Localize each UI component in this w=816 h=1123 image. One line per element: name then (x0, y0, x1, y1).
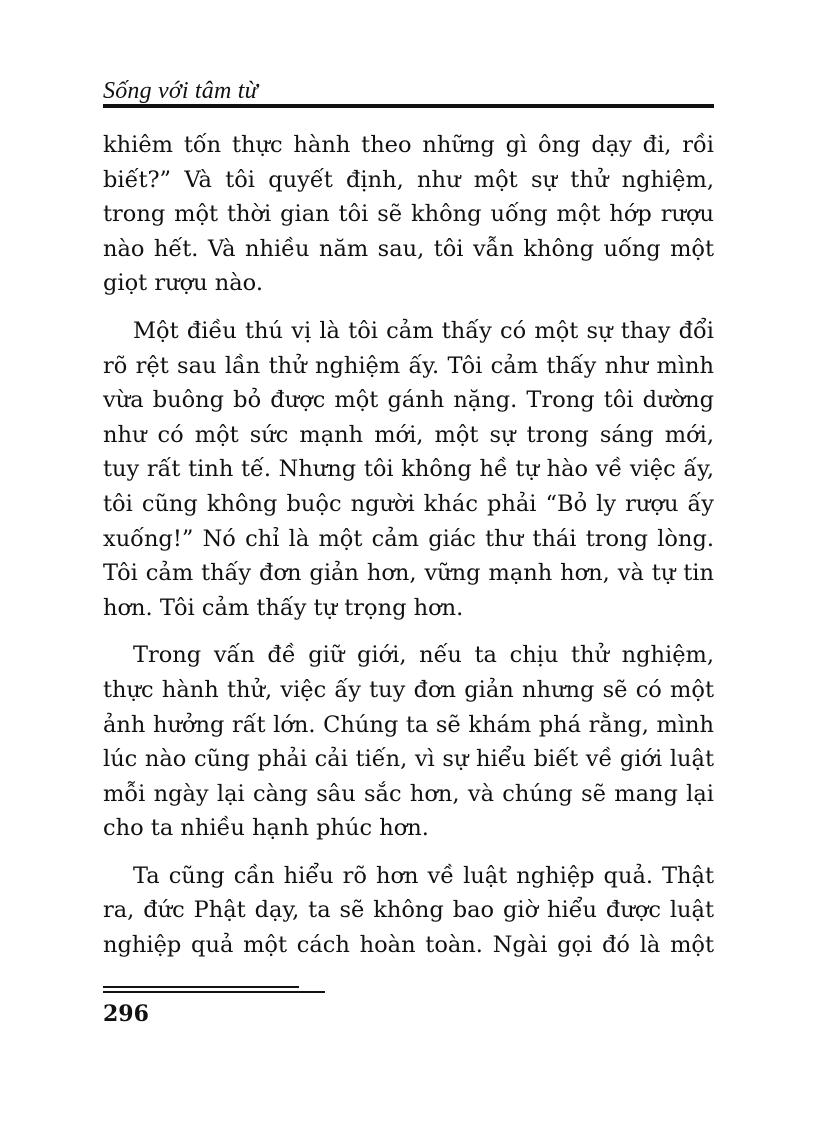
body-text (103, 128, 714, 963)
footer-rule-top (103, 986, 299, 988)
paragraph-2: Một điều thú vị là tôi cảm thấy có một sự thay đổi rõ rệt sau lần thử nghiệm ấy. Tôi cảm thấy như mình vừa buông bỏ được một gánh nặng. Trong tôi dường như có một sức mạnh mới, một sự trong sáng mới, tuy rất tinh tế. Nhưng tôi không hề tự hào về việc ấy, tôi cũng không buộc người khác phải “Bỏ ly rượu ấy xuống!” Nó chỉ là một cảm giác thư thái trong lòng. Tôi cảm thấy đơn giản hơn, vững mạnh hơn, và tự tin hơn. Tôi cảm thấy tự trọng hơn. (103, 317, 714, 621)
page-number: 296 (103, 1001, 149, 1027)
paragraph-1: khiêm tốn thực hành theo những gì ông dạy đi, rồi biết?” Và tôi quyết định, như một sự thử nghiệm, trong một thời gian tôi sẽ không uống một hớp rượu nào hết. Và nhiều năm sau, tôi vẫn không uống một giọt rượu nào. (103, 132, 714, 297)
footer-rule-bottom (103, 991, 325, 993)
paragraph-4: Ta cũng cần hiểu rõ hơn về luật nghiệp quả. Thật ra, đức Phật dạy, ta sẽ không bao giờ hiểu được luật nghiệp quả một cách hoàn toàn. Ngài gọi đó là một (103, 862, 714, 959)
header-rule (103, 104, 714, 108)
paragraph-3: Trong vấn đề giữ giới, nếu ta chịu thử nghiệm, thực hành thử, việc ấy tuy đơn giản nhưng sẽ có một ảnh hưởng rất lớn. Chúng ta sẽ khám phá rằng, mình lúc nào cũng phải cải tiến, vì sự hiểu biết về giới luật mỗi ngày lại càng sâu sắc hơn, và chúng sẽ mang lại cho ta nhiều hạnh phúc hơn. (103, 642, 714, 842)
running-header-title: Sống với tâm từ (103, 78, 258, 104)
